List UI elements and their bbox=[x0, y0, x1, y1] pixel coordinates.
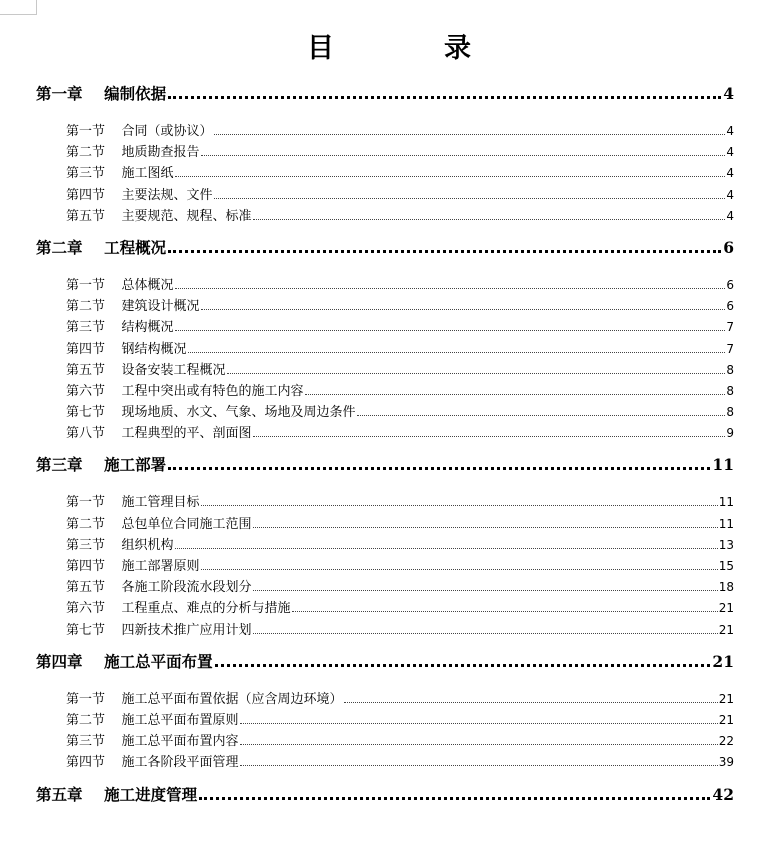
section-title: 第六节 工程重点、难点的分析与措施 bbox=[66, 601, 291, 617]
section-page-number: 21 bbox=[718, 601, 734, 616]
dot-leader bbox=[175, 176, 726, 177]
dot-leader bbox=[214, 134, 726, 135]
chapter-title: 第五章 施工进度管理 bbox=[36, 784, 198, 804]
section-page-number: 7 bbox=[726, 320, 734, 335]
section-page-number: 11 bbox=[718, 516, 734, 531]
section-title: 第二节 建筑设计概况 bbox=[66, 299, 200, 315]
section-page-number: 39 bbox=[718, 755, 734, 770]
dot-leader bbox=[292, 611, 718, 612]
dot-leader bbox=[227, 373, 726, 374]
section-page-number: 4 bbox=[726, 208, 734, 223]
dot-leader bbox=[305, 394, 726, 395]
chapter-sections bbox=[36, 120, 734, 226]
dot-leader bbox=[240, 744, 718, 745]
chapter-title: 第三章 施工部署 bbox=[36, 455, 167, 475]
chapter-sections bbox=[36, 491, 734, 639]
dot-leader bbox=[214, 198, 726, 199]
section-title: 第四节 施工部署原则 bbox=[66, 559, 200, 574]
toc-section-entry[interactable] bbox=[66, 338, 734, 359]
section-page-number: 15 bbox=[718, 559, 734, 573]
table-of-contents bbox=[36, 80, 734, 809]
section-title: 第三节 结构概况 bbox=[66, 320, 174, 336]
section-title: 第八节 工程典型的平、剖面图 bbox=[66, 426, 252, 442]
chapter-title: 第一章 编制依据 bbox=[36, 84, 167, 103]
section-title: 第六节 工程中突出或有特色的施工内容 bbox=[66, 383, 304, 399]
toc-title-left: 目 bbox=[307, 33, 334, 64]
chapter-page-number: 21 bbox=[712, 651, 734, 671]
chapter-page-number: 11 bbox=[712, 455, 734, 475]
section-page-number: 6 bbox=[726, 299, 734, 314]
dot-leader bbox=[175, 548, 718, 549]
dot-leader bbox=[175, 288, 726, 289]
dot-leader bbox=[201, 155, 726, 156]
toc-section-entry[interactable] bbox=[66, 597, 734, 618]
chapter-page-number: 4 bbox=[723, 84, 734, 103]
section-page-number: 21 bbox=[718, 622, 734, 637]
dot-leader bbox=[253, 590, 718, 591]
toc-title-right: 录 bbox=[444, 33, 471, 64]
section-title: 第三节 组织机构 bbox=[66, 537, 174, 553]
dot-leader bbox=[253, 436, 726, 437]
chapter-page-number: 42 bbox=[712, 784, 734, 804]
dot-leader bbox=[240, 723, 718, 724]
section-page-number: 8 bbox=[726, 383, 734, 398]
section-page-number: 8 bbox=[726, 405, 734, 420]
section-title: 第五节 各施工阶段流水段划分 bbox=[66, 580, 252, 596]
toc-chapter-entry[interactable] bbox=[36, 783, 734, 809]
toc-section-entry[interactable] bbox=[66, 688, 734, 709]
dot-leader bbox=[188, 352, 726, 353]
section-page-number: 4 bbox=[726, 145, 734, 160]
section-title: 第一节 施工管理目标 bbox=[66, 495, 200, 511]
toc-section-entry[interactable] bbox=[66, 359, 734, 380]
dot-leader bbox=[240, 765, 718, 766]
section-page-number: 13 bbox=[718, 537, 734, 552]
toc-section-entry[interactable] bbox=[66, 709, 734, 730]
section-title: 第四节 主要法规、文件 bbox=[66, 187, 213, 203]
section-page-number: 4 bbox=[726, 124, 734, 138]
section-title: 第二节 地质勘查报告 bbox=[66, 145, 200, 161]
chapter-title: 第二章 工程概况 bbox=[36, 237, 167, 257]
toc-chapter-entry[interactable] bbox=[36, 82, 734, 108]
page-corner-mark bbox=[0, 0, 37, 15]
toc-section-entry[interactable] bbox=[66, 576, 734, 597]
dot-leader bbox=[215, 664, 711, 667]
section-title: 第五节 主要规范、规程、标准 bbox=[66, 208, 252, 224]
toc-section-entry[interactable] bbox=[66, 534, 734, 555]
toc-section-entry[interactable] bbox=[66, 619, 734, 640]
section-title: 第二节 施工总平面布置原则 bbox=[66, 712, 239, 728]
section-title: 第一节 合同（或协议） bbox=[66, 124, 213, 139]
section-page-number: 7 bbox=[726, 341, 734, 356]
toc-section-entry[interactable] bbox=[66, 184, 734, 205]
section-page-number: 11 bbox=[718, 495, 734, 510]
dot-leader bbox=[201, 505, 718, 506]
toc-section-entry[interactable] bbox=[66, 513, 734, 534]
dot-leader bbox=[357, 415, 726, 416]
toc-chapter-entry[interactable] bbox=[36, 650, 734, 676]
dot-leader bbox=[175, 330, 726, 331]
toc-section-entry[interactable] bbox=[66, 141, 734, 162]
dot-leader bbox=[253, 633, 718, 634]
section-title: 第五节 设备安装工程概况 bbox=[66, 362, 226, 378]
section-title: 第二节 总包单位合同施工范围 bbox=[66, 516, 252, 532]
chapter-sections bbox=[36, 274, 734, 444]
toc-section-entry[interactable] bbox=[66, 555, 734, 576]
chapter-page-number: 6 bbox=[723, 237, 734, 257]
section-title: 第七节 现场地质、水文、气象、场地及周边条件 bbox=[66, 405, 356, 421]
section-page-number: 8 bbox=[726, 362, 734, 377]
dot-leader bbox=[344, 702, 718, 703]
chapter-title: 第四章 施工总平面布置 bbox=[36, 651, 213, 671]
section-page-number: 4 bbox=[726, 166, 734, 181]
section-title: 第四节 钢结构概况 bbox=[66, 341, 187, 357]
toc-title bbox=[0, 26, 778, 65]
section-page-number: 18 bbox=[718, 580, 734, 595]
toc-section-entry[interactable] bbox=[66, 274, 734, 295]
dot-leader bbox=[199, 797, 710, 800]
section-page-number: 22 bbox=[718, 734, 734, 749]
dot-leader bbox=[168, 467, 710, 470]
toc-section-entry[interactable] bbox=[66, 491, 734, 512]
toc-section-entry[interactable] bbox=[66, 295, 734, 316]
dot-leader bbox=[201, 309, 726, 310]
toc-section-entry[interactable] bbox=[66, 380, 734, 401]
section-page-number: 6 bbox=[726, 277, 734, 292]
toc-chapter-entry[interactable] bbox=[36, 236, 734, 262]
section-title: 第三节 施工总平面布置内容 bbox=[66, 734, 239, 750]
toc-section-entry[interactable] bbox=[66, 205, 734, 226]
section-title: 第七节 四新技术推广应用计划 bbox=[66, 622, 252, 638]
section-page-number: 21 bbox=[718, 712, 734, 727]
toc-section-entry[interactable] bbox=[66, 316, 734, 337]
section-title: 第一节 施工总平面布置依据（应含周边环境） bbox=[66, 691, 343, 707]
toc-section-entry[interactable] bbox=[66, 730, 734, 751]
dot-leader bbox=[168, 250, 721, 253]
section-title: 第一节 总体概况 bbox=[66, 277, 174, 293]
section-page-number: 21 bbox=[718, 691, 734, 706]
section-title: 第三节 施工图纸 bbox=[66, 166, 174, 182]
section-page-number: 9 bbox=[726, 426, 734, 441]
dot-leader bbox=[253, 219, 726, 220]
toc-section-entry[interactable] bbox=[66, 401, 734, 422]
section-page-number: 4 bbox=[726, 187, 734, 202]
dot-leader bbox=[201, 569, 718, 570]
dot-leader bbox=[253, 527, 718, 528]
toc-section-entry[interactable] bbox=[66, 422, 734, 443]
chapter-sections bbox=[36, 688, 734, 773]
toc-section-entry[interactable] bbox=[66, 162, 734, 183]
toc-chapter-entry[interactable] bbox=[36, 453, 734, 479]
section-title: 第四节 施工各阶段平面管理 bbox=[66, 755, 239, 771]
toc-section-entry[interactable] bbox=[66, 751, 734, 772]
toc-section-entry[interactable] bbox=[66, 120, 734, 141]
dot-leader bbox=[168, 96, 721, 99]
